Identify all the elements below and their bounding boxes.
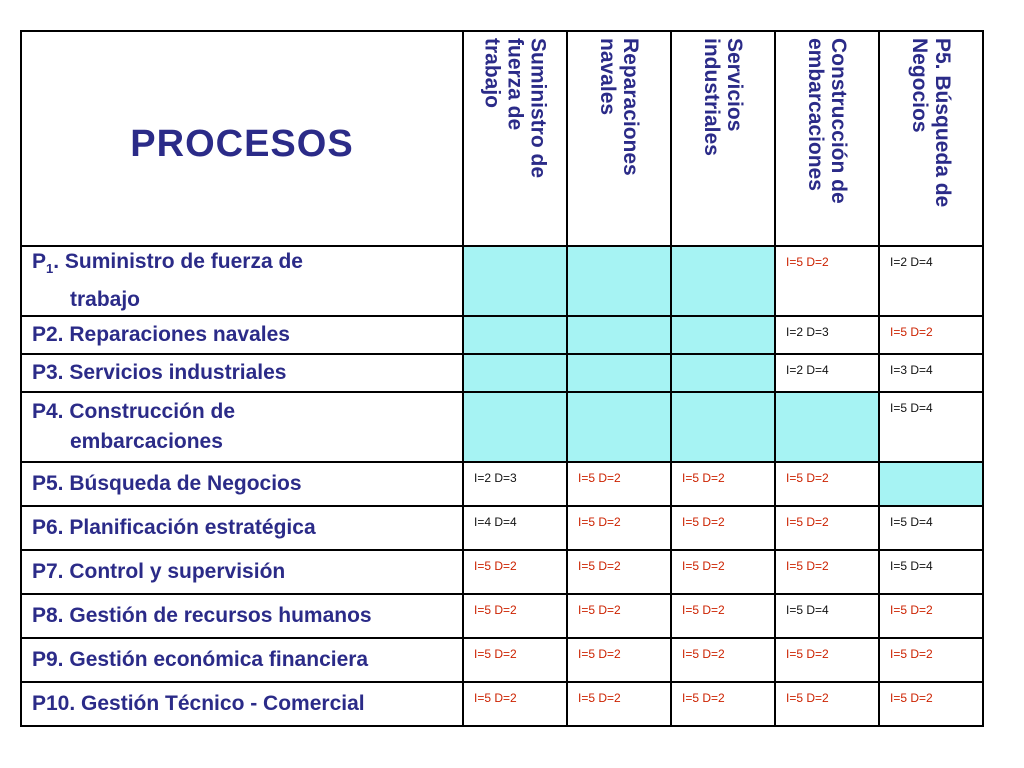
diagonal-cell (879, 462, 983, 506)
value-cell: I=5 D=2 (775, 246, 879, 316)
value-cell: I=5 D=2 (671, 682, 775, 726)
table-row (21, 638, 983, 682)
value-cell: I=5 D=2 (879, 638, 983, 682)
value-cell: I=3 D=4 (879, 354, 983, 392)
value-cell: I=5 D=4 (879, 550, 983, 594)
corner-title-cell (21, 31, 463, 246)
table-row (21, 392, 983, 462)
table-row (21, 462, 983, 506)
row-label-continuation: embarcaciones (70, 430, 223, 453)
value-cell: I=5 D=2 (671, 550, 775, 594)
diagonal-cell (567, 392, 671, 462)
matrix-body (21, 246, 983, 726)
column-header-1 (463, 31, 567, 246)
row-header-cell (21, 506, 463, 550)
row-label: P5. Búsqueda de Negocios (32, 472, 302, 495)
row-label-continuation: trabajo (70, 287, 141, 311)
value-cell: I=5 D=2 (463, 550, 567, 594)
value-cell: I=5 D=2 (567, 506, 671, 550)
row-header-cell (21, 462, 463, 506)
row-header-cell (21, 594, 463, 638)
row-label: P10. Gestión Técnico - Comercial (32, 692, 365, 715)
row-label: P4. Construcción de (32, 400, 236, 423)
value-cell: I=5 D=2 (879, 682, 983, 726)
value-cell: I=5 D=2 (879, 594, 983, 638)
column-header-5 (879, 31, 983, 246)
value-cell: I=5 D=4 (879, 506, 983, 550)
value-cell: I=5 D=2 (463, 682, 567, 726)
row-label: P (32, 250, 47, 274)
column-header-label: Construcción de embarcaciones (804, 38, 850, 204)
row-header-cell (21, 246, 463, 316)
row-label: P8. Gestión de recursos humanos (32, 604, 372, 627)
value-cell: I=5 D=2 (671, 594, 775, 638)
row-label: P7. Control y supervisión (32, 560, 286, 583)
diagonal-cell (463, 246, 567, 316)
row-header-cell (21, 550, 463, 594)
value-cell: I=5 D=2 (567, 550, 671, 594)
value-cell: I=5 D=2 (775, 550, 879, 594)
value-cell: I=4 D=4 (463, 506, 567, 550)
row-header-cell (21, 392, 463, 462)
table-row (21, 550, 983, 594)
table-row (21, 594, 983, 638)
table-row (21, 316, 983, 354)
value-cell: I=2 D=3 (775, 316, 879, 354)
column-header-4 (775, 31, 879, 246)
value-cell: I=5 D=2 (567, 682, 671, 726)
column-header-2 (567, 31, 671, 246)
value-cell: I=5 D=2 (879, 316, 983, 354)
table-row (21, 246, 983, 316)
value-cell: I=5 D=2 (671, 638, 775, 682)
value-cell: I=5 D=2 (567, 594, 671, 638)
value-cell: I=5 D=2 (775, 506, 879, 550)
process-matrix-table (20, 30, 984, 727)
table-row (21, 506, 983, 550)
header-row (21, 31, 983, 246)
value-cell: I=5 D=2 (671, 462, 775, 506)
column-header-label: Reparaciones navales (596, 38, 642, 176)
value-cell: I=5 D=2 (567, 462, 671, 506)
value-cell: I=2 D=3 (463, 462, 567, 506)
value-cell: I=5 D=2 (463, 594, 567, 638)
row-label: P2. Reparaciones navales (32, 323, 290, 346)
row-header-cell (21, 316, 463, 354)
page-title: PROCESOS (130, 123, 354, 165)
row-label-subscript: 1 (46, 261, 54, 277)
value-cell: I=5 D=2 (775, 682, 879, 726)
value-cell: I=5 D=2 (775, 462, 879, 506)
diagonal-cell (463, 392, 567, 462)
diagonal-cell (671, 392, 775, 462)
diagonal-cell (463, 354, 567, 392)
row-label: P9. Gestión económica financiera (32, 648, 369, 671)
diagonal-cell (567, 316, 671, 354)
value-cell: I=5 D=2 (567, 638, 671, 682)
column-header-label: Suministro de fuerza de trabajo (480, 38, 550, 179)
value-cell: I=5 D=4 (775, 594, 879, 638)
table-row (21, 682, 983, 726)
row-header-cell (21, 638, 463, 682)
diagonal-cell (671, 354, 775, 392)
diagonal-cell (567, 354, 671, 392)
diagonal-cell (671, 246, 775, 316)
row-header-cell (21, 354, 463, 392)
value-cell: I=5 D=2 (775, 638, 879, 682)
row-label: P6. Planificación estratégica (32, 516, 316, 539)
column-header-label: P5. Búsqueda de Negocios (908, 38, 954, 208)
column-header-label: Servicios industriales (700, 38, 746, 156)
value-cell: I=5 D=2 (671, 506, 775, 550)
diagonal-cell (775, 392, 879, 462)
value-cell: I=2 D=4 (879, 246, 983, 316)
diagonal-cell (671, 316, 775, 354)
value-cell: I=5 D=2 (463, 638, 567, 682)
diagonal-cell (463, 316, 567, 354)
table-row (21, 354, 983, 392)
row-label: P3. Servicios industriales (32, 361, 287, 384)
row-label-rest: . Suministro de fuerza de (53, 250, 303, 274)
value-cell: I=5 D=4 (879, 392, 983, 462)
row-header-cell (21, 682, 463, 726)
value-cell: I=2 D=4 (775, 354, 879, 392)
diagonal-cell (567, 246, 671, 316)
column-header-3 (671, 31, 775, 246)
